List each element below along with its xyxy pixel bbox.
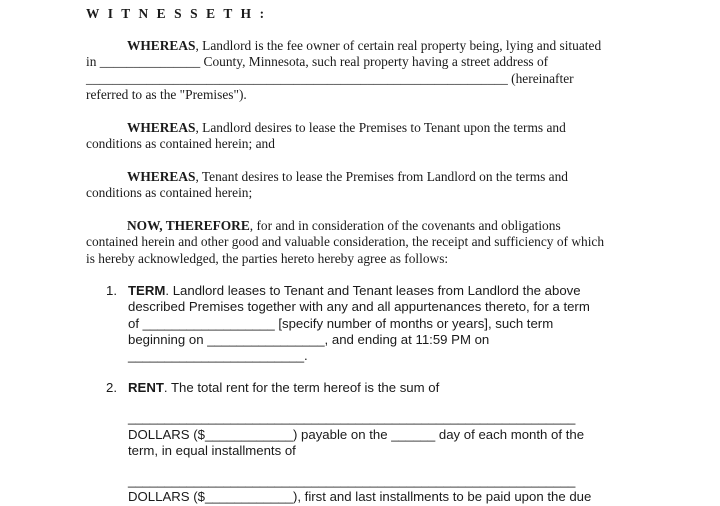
- clause-term: [128, 283, 590, 364]
- recital-landlord-desires: [86, 120, 566, 153]
- recital-lead: WHEREAS: [127, 38, 196, 53]
- blank-line: [128, 459, 591, 473]
- clause-text: ________________________.: [128, 348, 308, 364]
- recital-text: , Tenant desires to lease the Premises from Landlord on the terms and: [195, 169, 569, 184]
- recital-lead: NOW, THEREFORE: [127, 218, 250, 233]
- clause-text: _____________________________________________________________: [128, 410, 576, 426]
- clause-title: RENT: [128, 380, 164, 395]
- recital-tenant-desires: [86, 169, 568, 202]
- recital-text: contained herein and other good and valuable consideration, the receipt and sufficiency of which: [86, 234, 605, 250]
- clause-text: DOLLARS ($____________) payable on the ______ day of each month of the: [128, 426, 585, 442]
- witnesseth-heading: W I T N E S S E T H :: [86, 6, 267, 21]
- clause-text: . The total rent for the term hereof is the sum of: [163, 380, 440, 395]
- clause-number: 1.: [106, 283, 117, 298]
- clause-text: of __________________ [specify number of months or years], such term: [128, 315, 554, 331]
- recital-text: referred to as the "Premises").: [86, 86, 247, 102]
- recital-lead: WHEREAS: [127, 169, 196, 184]
- clause-text: _____________________________________________________________: [128, 473, 576, 489]
- clause-number: 2.: [106, 380, 117, 395]
- clause-rent: [128, 380, 591, 506]
- recital-lead: WHEREAS: [127, 120, 196, 135]
- recital-text: , for and in consideration of the covenants and obligations: [249, 218, 561, 233]
- recital-text: is hereby acknowledged, the parties hereto hereby agree as follows:: [86, 250, 449, 266]
- clause-text: DOLLARS ($____________), first and last installments to be paid upon the due: [128, 489, 592, 505]
- recital-text: , Landlord desires to lease the Premises to Tenant upon the terms and: [195, 120, 566, 135]
- clause-text: . Landlord leases to Tenant and Tenant leases from Landlord the above: [165, 283, 581, 298]
- clause-title: TERM: [128, 283, 166, 298]
- recital-text: , Landlord is the fee owner of certain real property being, lying and situated: [195, 38, 602, 53]
- recital-text: _______________________________________________________________ (hereinafter: [86, 70, 574, 86]
- recital-text: in _______________ County, Minnesota, such real property having a street address of: [86, 54, 549, 70]
- clause-text: term, in equal installments of: [128, 442, 296, 458]
- clause-text: beginning on ________________, and ending at 11:59 PM on: [128, 331, 490, 347]
- recital-text: conditions as contained herein;: [86, 185, 253, 201]
- blank-line: [128, 396, 591, 410]
- clause-text: described Premises together with any and all appurtenances thereto, for a term: [128, 299, 590, 315]
- recital-fee-owner: [86, 38, 601, 103]
- recital-now-therefore: [86, 218, 604, 267]
- recital-text: conditions as contained herein; and: [86, 136, 275, 152]
